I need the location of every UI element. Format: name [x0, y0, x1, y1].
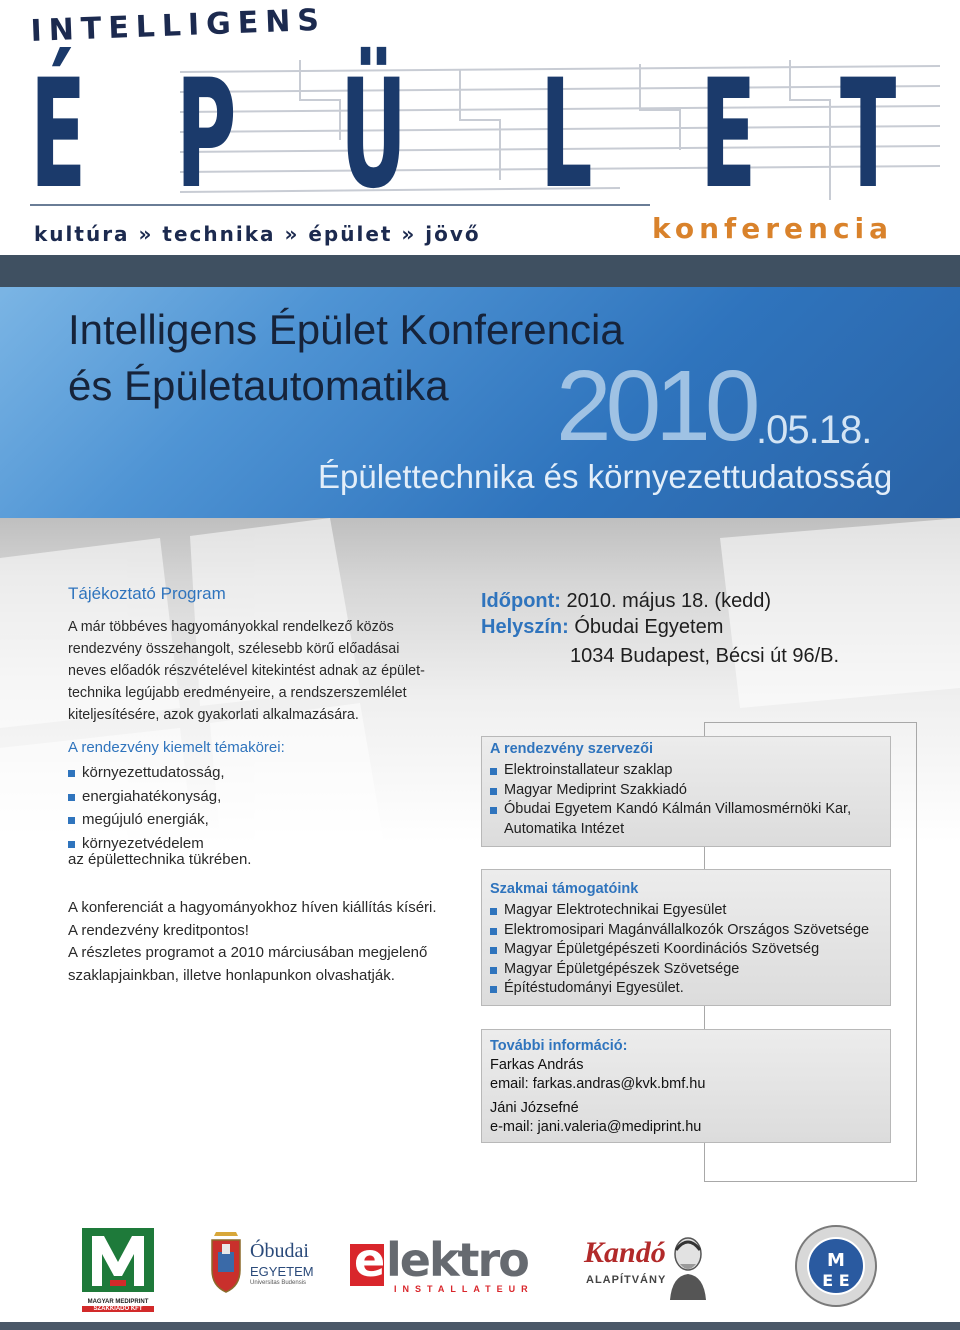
list-item: Magyar Épületgépészeti Koordinációs Szövetség: [490, 940, 869, 960]
mee-seal: [794, 1224, 878, 1308]
supporters-box: [481, 869, 891, 1006]
intro-line: rendezvény összehangolt, szélesebb körű előadásai: [68, 641, 400, 657]
main-title-line2: és Épületautomatika: [68, 362, 449, 409]
program-intro: [68, 616, 428, 726]
event-date-suffix: .05.18.: [756, 408, 872, 452]
conference-logo: [0, 0, 960, 255]
event-place: [481, 616, 723, 639]
contact-person-2: Jáni Józsefné: [490, 1100, 579, 1116]
elektro-installateur-logo: [350, 1233, 534, 1300]
contact-person-1: Farkas András: [490, 1057, 584, 1073]
list-item: energiahatékonyság,: [68, 785, 225, 809]
supporters-list: [490, 901, 869, 999]
coat-of-arms-icon: [208, 1230, 244, 1294]
kando-name: Kandó: [584, 1236, 666, 1269]
contact-email-1[interactable]: email: farkas.andras@kvk.bmf.hu: [490, 1076, 706, 1092]
note-line: A részletes programot a 2010 márciusában megjelenő: [68, 944, 428, 961]
obudai-name: Óbudai: [250, 1240, 309, 1262]
mee-m-letter: M: [827, 1250, 845, 1271]
event-year: 2010: [556, 350, 755, 462]
list-item: Magyar Elektrotechnikai Egyesület: [490, 901, 869, 921]
mediprint-logo: [82, 1228, 154, 1312]
list-item: Magyar Mediprint Szakkiadó: [490, 781, 851, 801]
list-item: Magyar Épületgépészek Szövetsége: [490, 960, 869, 980]
list-item: környezetvédelem: [68, 832, 225, 856]
organizers-list: [490, 761, 851, 839]
note-line: szaklapjainkban, illetve honlapunkon olvashatják.: [68, 966, 395, 984]
bottom-bar: [0, 1322, 960, 1330]
intro-line: neves előadók részvételével kitekintést adnak az épület-: [68, 663, 425, 679]
logo-letter: L: [540, 48, 593, 222]
list-item: környezettudatosság,: [68, 761, 225, 785]
kando-alapitvany: ALAPÍTVÁNY: [586, 1274, 667, 1286]
event-time: [481, 590, 771, 613]
organizers-title: A rendezvény szervezői: [490, 741, 654, 757]
program-title: Tájékoztató Program: [68, 584, 226, 603]
obudai-egyetem: EGYETEM: [250, 1264, 314, 1279]
logo-letter: É: [30, 48, 87, 222]
time-label: Időpont:: [481, 590, 561, 612]
mee-ee-letters: E E: [822, 1271, 850, 1290]
contact-email-2[interactable]: e-mail: jani.valeria@mediprint.hu: [490, 1119, 702, 1135]
mediprint-text: MAGYAR MEDIPRINT: [87, 1299, 149, 1305]
contact-box: [481, 1029, 891, 1143]
intro-line: technika legújabb eredményeire, a rendszerszemlélet: [68, 685, 407, 701]
band-subtitle: Épülettechnika és környezettudatosság: [318, 458, 893, 495]
mediprint-mark-icon: [82, 1228, 154, 1292]
topics-list: [68, 761, 225, 855]
main-title-line1: Intelligens Épület Konferencia: [68, 306, 624, 353]
topics-title: A rendezvény kiemelt témakörei:: [68, 739, 285, 756]
band-top-strip: [0, 255, 960, 287]
obudai-egyetem-logo: [208, 1230, 318, 1310]
logo-letter: T: [840, 48, 897, 222]
mediprint-subtext: SZAKKIADÓ KFT: [82, 1306, 154, 1312]
obudai-latin: Universitas Budensis: [250, 1280, 307, 1286]
note-line: A rendezvény kreditpontos!: [68, 921, 249, 939]
elektro-e: e: [354, 1233, 386, 1287]
list-item: Elektromosipari Magánvállalkozók Országos Szövetsége: [490, 921, 869, 941]
intro-line: A már többéves hagyományokkal rendelkező közös: [68, 619, 394, 635]
place-value: Óbudai Egyetem: [574, 616, 724, 638]
elektro-word: lektro: [386, 1233, 528, 1287]
list-item: Építéstudományi Egyesület.: [490, 979, 869, 999]
list-item-continuation: Automatika Intézet: [504, 820, 625, 837]
elektro-installateur: INSTALLATEUR: [394, 1284, 534, 1294]
contact-title: További információ:: [490, 1038, 628, 1054]
event-address: 1034 Budapest, Bécsi út 96/B.: [570, 645, 840, 667]
intro-line: kiteljesítésére, azok gyakorlati alkalmazására.: [68, 707, 359, 723]
kando-alapitvany-logo: [584, 1232, 710, 1304]
logo-letter: E: [700, 48, 757, 222]
portrait-icon: [666, 1232, 708, 1300]
logo-konferencia-text: konferencia: [652, 212, 894, 245]
mee-logo: [794, 1224, 878, 1308]
list-item: Óbudai Egyetem Kandó Kálmán Villamosmérnöki Kar,: [490, 800, 851, 820]
topics-end: az épülettechnika tükrében.: [68, 851, 252, 868]
supporters-title: Szakmai támogatóink: [490, 881, 639, 897]
logo-intelligens-text: INTELLIGENS: [30, 2, 327, 49]
list-item: Elektroinstallateur szaklap: [490, 761, 851, 781]
place-label: Helyszín:: [481, 616, 569, 638]
list-item: megújuló energiák,: [68, 808, 225, 832]
logo-letter: P: [176, 48, 237, 222]
program-notes: [68, 897, 437, 987]
note-line: A konferenciát a hagyományokhoz híven kiállítás kíséri.: [68, 899, 437, 916]
logo-tagline: kultúra » technika » épület » jövő: [34, 222, 481, 246]
time-value: 2010. május 18. (kedd): [566, 590, 772, 612]
organizers-box: [481, 736, 891, 847]
logo-letter: Ü: [340, 48, 407, 222]
